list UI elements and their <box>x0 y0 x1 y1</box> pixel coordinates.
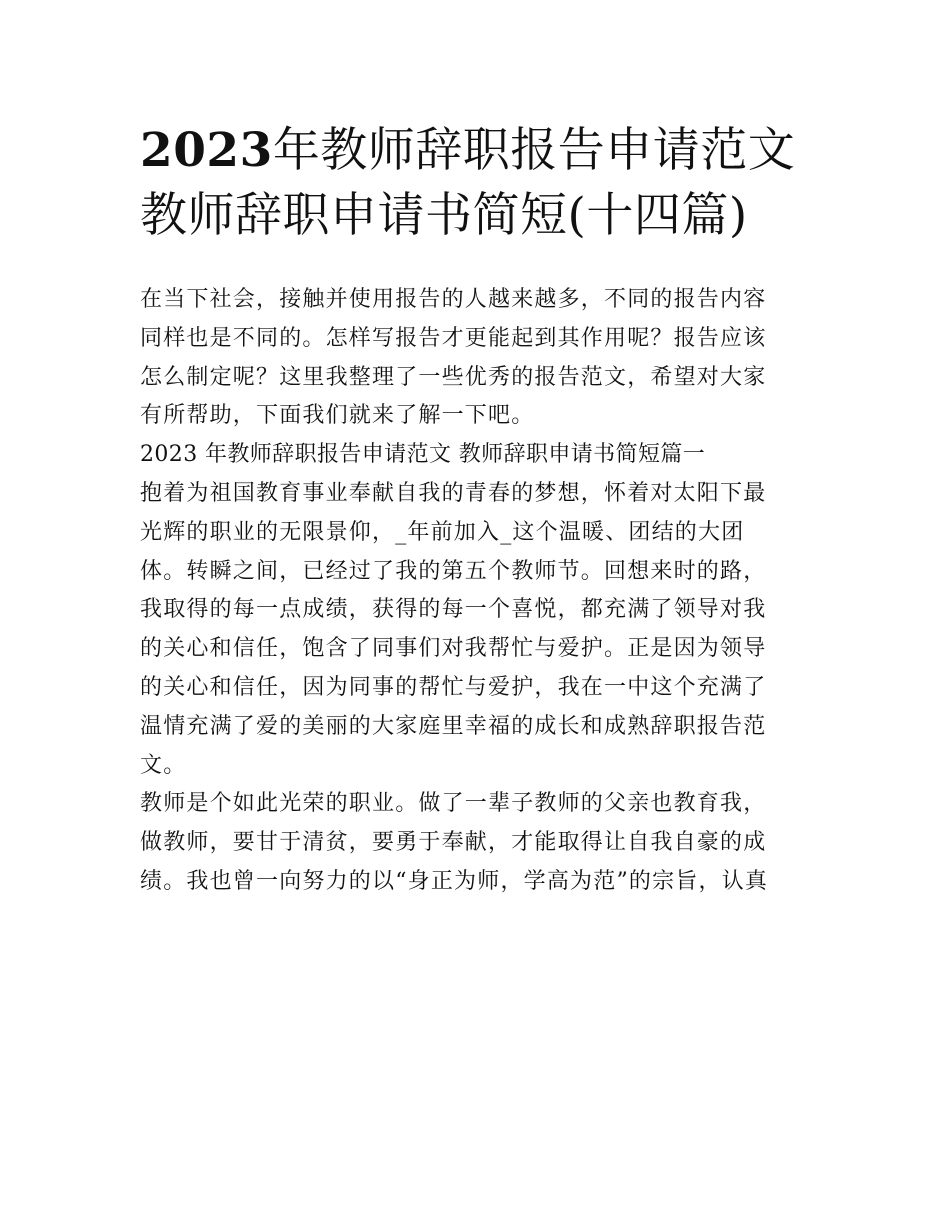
paragraph-line: 光辉的职业的无限景仰，_年前加入_这个温暖、团结的大团 <box>140 519 745 545</box>
intro-line: 在当下社会，接触并使用报告的人越来越多，不同的报告内容 <box>140 287 767 312</box>
paragraph-line: 的关心和信任，饱含了同事们对我帮忙与爱护。正是因为领导 <box>140 636 767 662</box>
paragraph-line: 教师是个如此光荣的职业。做了一辈子教师的父亲也教育我， <box>140 791 767 817</box>
paragraph-line: 文。 <box>140 752 187 778</box>
title-line-1-text: 年教师辞职报告申请范文 <box>272 123 796 178</box>
paragraph-line: 抱着为祖国教育事业奉献自我的青春的梦想，怀着对太阳下最 <box>140 480 767 506</box>
title-line-1 <box>140 118 830 183</box>
paragraph-line: 绩。我也曾一向努力的以“身正为师，学高为范”的宗旨，认真 <box>140 868 769 894</box>
document-title <box>140 118 830 248</box>
paragraph-line: 我取得的每一点成绩，获得的每一个喜悦，都充满了领导对我 <box>140 597 767 623</box>
title-year: 2023 <box>140 123 273 178</box>
intro-line: 怎么制定呢？这里我整理了一些优秀的报告范文，希望对大家 <box>140 364 767 390</box>
paragraph-line: 体。转瞬之间，已经过了我的第五个教师节。回想来时的路， <box>140 558 767 584</box>
intro-line: 有所帮助，下面我们就来了解一下吧。 <box>140 403 535 429</box>
paragraph-line: 做教师，要甘于清贫，要勇于奉献，才能取得让自我自豪的成 <box>140 830 767 856</box>
section-heading: 2023 年教师辞职报告申请范文 教师辞职申请书简短篇一 <box>140 442 706 468</box>
paragraph-line: 温情充满了爱的美丽的大家庭里幸福的成长和成熟辞职报告范 <box>140 713 767 739</box>
paragraph-line: 的关心和信任，因为同事的帮忙与爱护，我在一中这个充满了 <box>140 674 767 700</box>
intro-line: 同样也是不同的。怎样写报告才更能起到其作用呢？报告应该 <box>140 325 767 351</box>
document-body <box>140 281 830 902</box>
title-line-2: 教师辞职申请书简短(十四篇) <box>140 188 748 243</box>
